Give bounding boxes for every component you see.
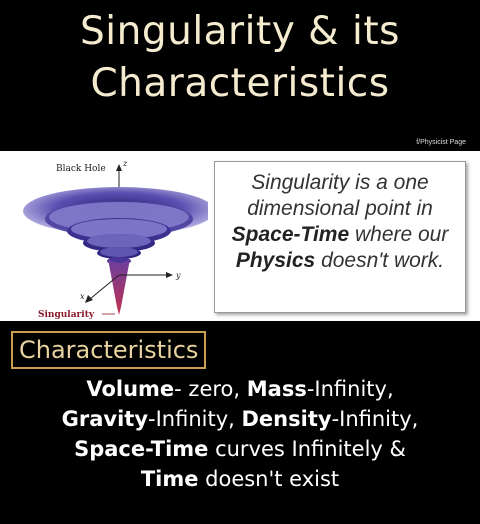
gravity-value: -Infinity, xyxy=(148,407,242,431)
characteristics-line-4 xyxy=(0,464,480,494)
time-term: Time xyxy=(140,467,199,491)
black-hole-label: Black Hole xyxy=(56,164,106,174)
funnel-ring-4-top xyxy=(87,234,151,248)
gravity-term: Gravity xyxy=(61,407,149,431)
info-panel xyxy=(0,151,480,321)
mass-value: -Infinity, xyxy=(306,377,394,401)
mass-term: Mass xyxy=(246,377,307,401)
characteristics-line-2 xyxy=(0,404,480,434)
definition-text xyxy=(221,170,459,274)
density-value: -Infinity, xyxy=(331,407,419,431)
singularity-label: Singularity xyxy=(38,310,95,319)
spacetime-value: curves Infinitely & xyxy=(208,437,406,461)
definition-physics: Physics xyxy=(235,249,316,272)
volume-term: Volume xyxy=(86,377,175,401)
characteristics-list xyxy=(0,374,480,494)
definition-part-1: Singularity is a one dimensional point in xyxy=(247,171,433,220)
volume-value: - zero, xyxy=(174,377,247,401)
characteristics-line-1 xyxy=(0,374,480,404)
x-axis-label: x xyxy=(80,292,85,301)
density-term: Density xyxy=(241,407,332,431)
y-axis-arrow-icon xyxy=(166,272,173,278)
y-axis-label: y xyxy=(176,271,181,280)
definition-box xyxy=(214,161,466,313)
z-axis-label: z xyxy=(123,159,128,168)
characteristics-heading: Characteristics xyxy=(11,331,206,369)
time-value: doesn't exist xyxy=(198,467,340,491)
definition-part-2: where our xyxy=(349,223,449,246)
definition-space-time: Space-Time xyxy=(231,223,350,246)
spacetime-term: Space-Time xyxy=(74,437,209,461)
credit-label: f/Physicist Page xyxy=(416,139,466,146)
title-line-2: Characteristics xyxy=(90,61,390,106)
z-axis-arrow-icon xyxy=(116,164,122,171)
definition-part-3: doesn't work. xyxy=(315,249,445,272)
page-title xyxy=(0,6,480,110)
title-line-1: Singularity & its xyxy=(80,9,400,54)
singularity-throat xyxy=(108,259,130,315)
funnel-ring-5-top xyxy=(100,247,138,257)
x-axis-arrow-icon xyxy=(85,295,93,303)
black-hole-diagram xyxy=(8,155,208,319)
characteristics-line-3 xyxy=(0,434,480,464)
